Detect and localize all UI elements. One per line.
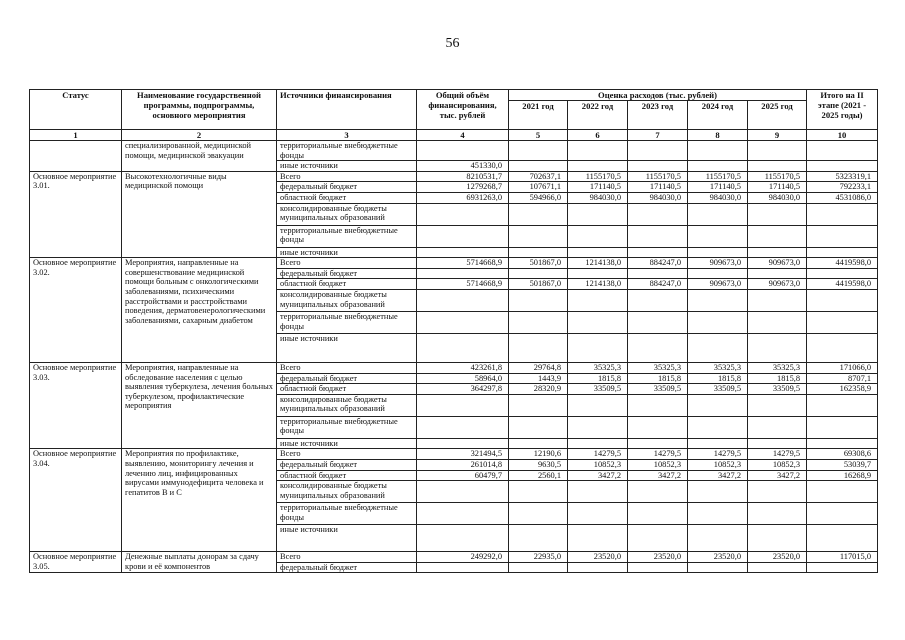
- total-cell: 1279268,7: [417, 182, 509, 193]
- year-value-cell: [688, 333, 748, 362]
- year-value-cell: [509, 289, 568, 311]
- year-value-cell: [568, 416, 628, 438]
- status-cell: Основное мероприятие 3.04.: [30, 449, 122, 552]
- year-value-cell: 909673,0: [748, 279, 807, 290]
- header-estimate: Оценка расходов (тыс. рублей): [509, 90, 807, 101]
- year-value-cell: [509, 161, 568, 172]
- header-status: Статус: [30, 90, 122, 130]
- stage-total-cell: 792233,1: [807, 182, 878, 193]
- total-cell: 60479,7: [417, 470, 509, 481]
- year-value-cell: 171140,5: [748, 182, 807, 193]
- year-value-cell: 171140,5: [688, 182, 748, 193]
- stage-total-cell: 69308,6: [807, 449, 878, 460]
- total-cell: 364297,8: [417, 384, 509, 395]
- year-value-cell: [688, 416, 748, 438]
- year-value-cell: [628, 247, 688, 258]
- total-cell: 5714668,9: [417, 258, 509, 269]
- year-value-cell: [568, 161, 628, 172]
- total-cell: 451330,0: [417, 161, 509, 172]
- column-number: 2: [122, 130, 277, 141]
- column-number: 1: [30, 130, 122, 141]
- measure-name-cell: Денежные выплаты донорам за сдачу крови и её компонентов: [122, 552, 277, 573]
- source-cell: консолидированные бюджеты муниципальных образований: [277, 394, 417, 416]
- year-value-cell: 3427,2: [628, 470, 688, 481]
- total-cell: [417, 481, 509, 503]
- year-value-cell: [568, 525, 628, 552]
- year-value-cell: [748, 333, 807, 362]
- total-cell: [417, 289, 509, 311]
- budget-table: [29, 89, 878, 573]
- year-value-cell: [568, 394, 628, 416]
- year-value-cell: [628, 416, 688, 438]
- total-cell: [417, 247, 509, 258]
- year-value-cell: [509, 416, 568, 438]
- total-cell: [417, 525, 509, 552]
- header-total: Общий объём финансирования, тыс. рублей: [417, 90, 509, 130]
- year-value-cell: [688, 247, 748, 258]
- year-value-cell: [509, 394, 568, 416]
- year-value-cell: [688, 141, 748, 161]
- status-cell: Основное мероприятие 3.02.: [30, 258, 122, 363]
- stage-total-cell: [807, 225, 878, 247]
- year-value-cell: [628, 141, 688, 161]
- stage-total-cell: [807, 247, 878, 258]
- total-cell: 58964,0: [417, 373, 509, 384]
- column-number: 10: [807, 130, 878, 141]
- stage-total-cell: [807, 289, 878, 311]
- source-cell: территориальные внебюджетные фонды: [277, 225, 417, 247]
- year-value-cell: 10852,3: [628, 459, 688, 470]
- year-value-cell: 984030,0: [628, 192, 688, 203]
- total-cell: 8210531,7: [417, 171, 509, 182]
- year-value-cell: 23520,0: [628, 552, 688, 563]
- year-value-cell: 9630,5: [509, 459, 568, 470]
- measure-name-cell: специализированной, медицинской помощи, медицинской эвакуации: [122, 141, 277, 172]
- status-cell: Основное мероприятие 3.01.: [30, 171, 122, 257]
- table-row: [30, 449, 878, 460]
- total-cell: [417, 141, 509, 161]
- source-cell: территориальные внебюджетные фонды: [277, 416, 417, 438]
- column-number: 5: [509, 130, 568, 141]
- stage-total-cell: [807, 161, 878, 172]
- measure-name-cell: Мероприятия по профилактике, выявлению, мониторингу лечения и лечению лиц, инфицированных вирусами иммунодефицита человека и гепатитов В и С: [122, 449, 277, 552]
- year-value-cell: [628, 438, 688, 449]
- year-value-cell: 884247,0: [628, 258, 688, 269]
- year-value-cell: 1155170,5: [568, 171, 628, 182]
- year-value-cell: 2560,1: [509, 470, 568, 481]
- stage-total-cell: [807, 141, 878, 161]
- total-cell: 6931263,0: [417, 192, 509, 203]
- year-value-cell: [688, 562, 748, 573]
- year-value-cell: 12190,6: [509, 449, 568, 460]
- year-value-cell: 35325,3: [688, 362, 748, 373]
- year-value-cell: 23520,0: [688, 552, 748, 563]
- measure-name-cell: Мероприятия, направленные на совершенствование медицинской помощи больным с онкологическими заболеваниями, психическими расстройствами и расстройствами поведения, дерматовенерологическими заболеваниями, сахарным диабетом: [122, 258, 277, 363]
- header-stage-total: Итого на II этапе (2021 - 2025 годы): [807, 90, 878, 130]
- year-value-cell: 3427,2: [688, 470, 748, 481]
- total-cell: 423261,8: [417, 362, 509, 373]
- year-value-cell: 171140,5: [568, 182, 628, 193]
- header-row-1: [30, 90, 878, 101]
- source-cell: областной бюджет: [277, 279, 417, 290]
- source-cell: иные источники: [277, 333, 417, 362]
- year-value-cell: 1214138,0: [568, 279, 628, 290]
- source-cell: иные источники: [277, 247, 417, 258]
- total-cell: [417, 333, 509, 362]
- year-value-cell: [509, 225, 568, 247]
- source-cell: областной бюджет: [277, 384, 417, 395]
- header-year: 2025 год: [748, 101, 807, 130]
- year-value-cell: [748, 438, 807, 449]
- year-value-cell: [748, 289, 807, 311]
- year-value-cell: [509, 203, 568, 225]
- year-value-cell: [509, 438, 568, 449]
- year-value-cell: [688, 268, 748, 279]
- total-cell: 249292,0: [417, 552, 509, 563]
- year-value-cell: [688, 311, 748, 333]
- total-cell: [417, 311, 509, 333]
- source-cell: иные источники: [277, 438, 417, 449]
- column-number: 8: [688, 130, 748, 141]
- stage-total-cell: [807, 438, 878, 449]
- total-cell: [417, 438, 509, 449]
- year-value-cell: 501867,0: [509, 279, 568, 290]
- stage-total-cell: 5323319,1: [807, 171, 878, 182]
- year-value-cell: [628, 311, 688, 333]
- year-value-cell: 23520,0: [748, 552, 807, 563]
- stage-total-cell: [807, 503, 878, 525]
- source-cell: Всего: [277, 258, 417, 269]
- stage-total-cell: [807, 525, 878, 552]
- stage-total-cell: [807, 481, 878, 503]
- year-value-cell: [509, 333, 568, 362]
- year-value-cell: 909673,0: [688, 258, 748, 269]
- source-cell: Всего: [277, 449, 417, 460]
- year-value-cell: 1155170,5: [688, 171, 748, 182]
- year-value-cell: [628, 203, 688, 225]
- year-value-cell: [509, 562, 568, 573]
- total-cell: [417, 225, 509, 247]
- year-value-cell: [568, 141, 628, 161]
- year-value-cell: [509, 268, 568, 279]
- year-value-cell: 33509,5: [748, 384, 807, 395]
- source-cell: территориальные внебюджетные фонды: [277, 141, 417, 161]
- stage-total-cell: 16268,9: [807, 470, 878, 481]
- year-value-cell: [748, 525, 807, 552]
- stage-total-cell: 8707,1: [807, 373, 878, 384]
- year-value-cell: [748, 161, 807, 172]
- year-value-cell: 984030,0: [688, 192, 748, 203]
- year-value-cell: 35325,3: [568, 362, 628, 373]
- year-value-cell: [748, 203, 807, 225]
- source-cell: федеральный бюджет: [277, 459, 417, 470]
- header-year: 2021 год: [509, 101, 568, 130]
- source-cell: федеральный бюджет: [277, 182, 417, 193]
- year-value-cell: [748, 247, 807, 258]
- source-cell: Всего: [277, 171, 417, 182]
- stage-total-cell: 4419598,0: [807, 279, 878, 290]
- stage-total-cell: 171066,0: [807, 362, 878, 373]
- year-value-cell: 14279,5: [628, 449, 688, 460]
- status-cell: [30, 141, 122, 172]
- year-value-cell: 1815,8: [568, 373, 628, 384]
- year-value-cell: 33509,5: [688, 384, 748, 395]
- year-value-cell: [568, 247, 628, 258]
- table-row: [30, 362, 878, 373]
- header-year: 2022 год: [568, 101, 628, 130]
- year-value-cell: [748, 225, 807, 247]
- year-value-cell: [688, 394, 748, 416]
- year-value-cell: 1155170,5: [628, 171, 688, 182]
- year-value-cell: 28320,9: [509, 384, 568, 395]
- header-year: 2023 год: [628, 101, 688, 130]
- year-value-cell: [628, 161, 688, 172]
- column-number: 9: [748, 130, 807, 141]
- total-cell: [417, 268, 509, 279]
- stage-total-cell: [807, 268, 878, 279]
- year-value-cell: 3427,2: [568, 470, 628, 481]
- year-value-cell: [509, 311, 568, 333]
- year-value-cell: 984030,0: [748, 192, 807, 203]
- year-value-cell: 984030,0: [568, 192, 628, 203]
- year-value-cell: [748, 311, 807, 333]
- stage-total-cell: 162358,9: [807, 384, 878, 395]
- year-value-cell: 33509,5: [628, 384, 688, 395]
- year-value-cell: [628, 268, 688, 279]
- year-value-cell: [628, 525, 688, 552]
- year-value-cell: 909673,0: [688, 279, 748, 290]
- stage-total-cell: 117015,0: [807, 552, 878, 563]
- year-value-cell: 29764,8: [509, 362, 568, 373]
- year-value-cell: 702637,1: [509, 171, 568, 182]
- year-value-cell: 1214138,0: [568, 258, 628, 269]
- header-year: 2024 год: [688, 101, 748, 130]
- stage-total-cell: 4531086,0: [807, 192, 878, 203]
- source-cell: иные источники: [277, 525, 417, 552]
- year-value-cell: 14279,5: [748, 449, 807, 460]
- table-row: [30, 141, 878, 161]
- header-sources: Источники финансирования: [277, 90, 417, 130]
- year-value-cell: [628, 503, 688, 525]
- page-number: 56: [445, 36, 460, 51]
- status-cell: Основное мероприятие 3.03.: [30, 362, 122, 448]
- year-value-cell: [568, 289, 628, 311]
- year-value-cell: [568, 562, 628, 573]
- year-value-cell: [568, 333, 628, 362]
- year-value-cell: 1815,8: [628, 373, 688, 384]
- year-value-cell: 1815,8: [688, 373, 748, 384]
- table-row: [30, 258, 878, 269]
- year-value-cell: [568, 311, 628, 333]
- year-value-cell: [568, 438, 628, 449]
- year-value-cell: [568, 503, 628, 525]
- year-value-cell: [748, 141, 807, 161]
- measure-name-cell: Высокотехнологичные виды медицинской помощи: [122, 171, 277, 257]
- stage-total-cell: [807, 416, 878, 438]
- year-value-cell: 10852,3: [748, 459, 807, 470]
- stage-total-cell: 4419598,0: [807, 258, 878, 269]
- year-value-cell: 14279,5: [688, 449, 748, 460]
- total-cell: 261014,8: [417, 459, 509, 470]
- source-cell: федеральный бюджет: [277, 373, 417, 384]
- year-value-cell: [568, 268, 628, 279]
- source-cell: федеральный бюджет: [277, 562, 417, 573]
- year-value-cell: 22935,0: [509, 552, 568, 563]
- year-value-cell: [628, 394, 688, 416]
- year-value-cell: 35325,3: [628, 362, 688, 373]
- year-value-cell: [688, 481, 748, 503]
- total-cell: [417, 203, 509, 225]
- year-value-cell: 10852,3: [688, 459, 748, 470]
- status-cell: Основное мероприятие 3.05.: [30, 552, 122, 573]
- year-value-cell: [688, 203, 748, 225]
- year-value-cell: [568, 203, 628, 225]
- year-value-cell: 594966,0: [509, 192, 568, 203]
- year-value-cell: 909673,0: [748, 258, 807, 269]
- year-value-cell: [748, 268, 807, 279]
- year-value-cell: [688, 438, 748, 449]
- total-cell: [417, 562, 509, 573]
- year-value-cell: [509, 503, 568, 525]
- source-cell: федеральный бюджет: [277, 268, 417, 279]
- year-value-cell: [509, 141, 568, 161]
- column-number: 3: [277, 130, 417, 141]
- header-name: Наименование государственной программы, подпрограммы, основного мероприятия: [122, 90, 277, 130]
- column-number: 7: [628, 130, 688, 141]
- year-value-cell: [568, 481, 628, 503]
- stage-total-cell: [807, 562, 878, 573]
- year-value-cell: 3427,2: [748, 470, 807, 481]
- source-cell: областной бюджет: [277, 192, 417, 203]
- year-value-cell: [748, 394, 807, 416]
- table-body: [30, 141, 878, 573]
- year-value-cell: [688, 525, 748, 552]
- source-cell: консолидированные бюджеты муниципальных образований: [277, 481, 417, 503]
- total-cell: [417, 416, 509, 438]
- source-cell: областной бюджет: [277, 470, 417, 481]
- year-value-cell: 1155170,5: [748, 171, 807, 182]
- total-cell: [417, 503, 509, 525]
- stage-total-cell: [807, 394, 878, 416]
- year-value-cell: [509, 525, 568, 552]
- year-value-cell: 1443,9: [509, 373, 568, 384]
- column-number-row: [30, 130, 878, 141]
- total-cell: 5714668,9: [417, 279, 509, 290]
- total-cell: [417, 394, 509, 416]
- year-value-cell: 884247,0: [628, 279, 688, 290]
- year-value-cell: [688, 503, 748, 525]
- year-value-cell: [509, 247, 568, 258]
- year-value-cell: 107671,1: [509, 182, 568, 193]
- source-cell: Всего: [277, 552, 417, 563]
- source-cell: иные источники: [277, 161, 417, 172]
- year-value-cell: [748, 503, 807, 525]
- year-value-cell: [628, 289, 688, 311]
- source-cell: территориальные внебюджетные фонды: [277, 311, 417, 333]
- year-value-cell: [628, 225, 688, 247]
- source-cell: консолидированные бюджеты муниципальных образований: [277, 289, 417, 311]
- year-value-cell: [628, 333, 688, 362]
- year-value-cell: 501867,0: [509, 258, 568, 269]
- year-value-cell: 35325,3: [748, 362, 807, 373]
- year-value-cell: [688, 225, 748, 247]
- year-value-cell: 14279,5: [568, 449, 628, 460]
- year-value-cell: 33509,5: [568, 384, 628, 395]
- year-value-cell: [688, 289, 748, 311]
- year-value-cell: 23520,0: [568, 552, 628, 563]
- year-value-cell: [748, 481, 807, 503]
- year-value-cell: [688, 161, 748, 172]
- source-cell: Всего: [277, 362, 417, 373]
- measure-name-cell: Мероприятия, направленные на обследование населения с целью выявления туберкулеза, лечения больных туберкулезом, профилактические мероприятия: [122, 362, 277, 448]
- year-value-cell: 1815,8: [748, 373, 807, 384]
- year-value-cell: [568, 225, 628, 247]
- year-value-cell: [748, 562, 807, 573]
- year-value-cell: 171140,5: [628, 182, 688, 193]
- stage-total-cell: [807, 311, 878, 333]
- year-value-cell: [628, 481, 688, 503]
- total-cell: 321494,5: [417, 449, 509, 460]
- stage-total-cell: [807, 203, 878, 225]
- year-value-cell: 10852,3: [568, 459, 628, 470]
- source-cell: территориальные внебюджетные фонды: [277, 503, 417, 525]
- source-cell: консолидированные бюджеты муниципальных образований: [277, 203, 417, 225]
- year-value-cell: [509, 481, 568, 503]
- year-value-cell: [748, 416, 807, 438]
- year-value-cell: [628, 562, 688, 573]
- stage-total-cell: 53039,7: [807, 459, 878, 470]
- column-number: 4: [417, 130, 509, 141]
- table-row: [30, 552, 878, 563]
- table-row: [30, 171, 878, 182]
- column-number: 6: [568, 130, 628, 141]
- stage-total-cell: [807, 333, 878, 362]
